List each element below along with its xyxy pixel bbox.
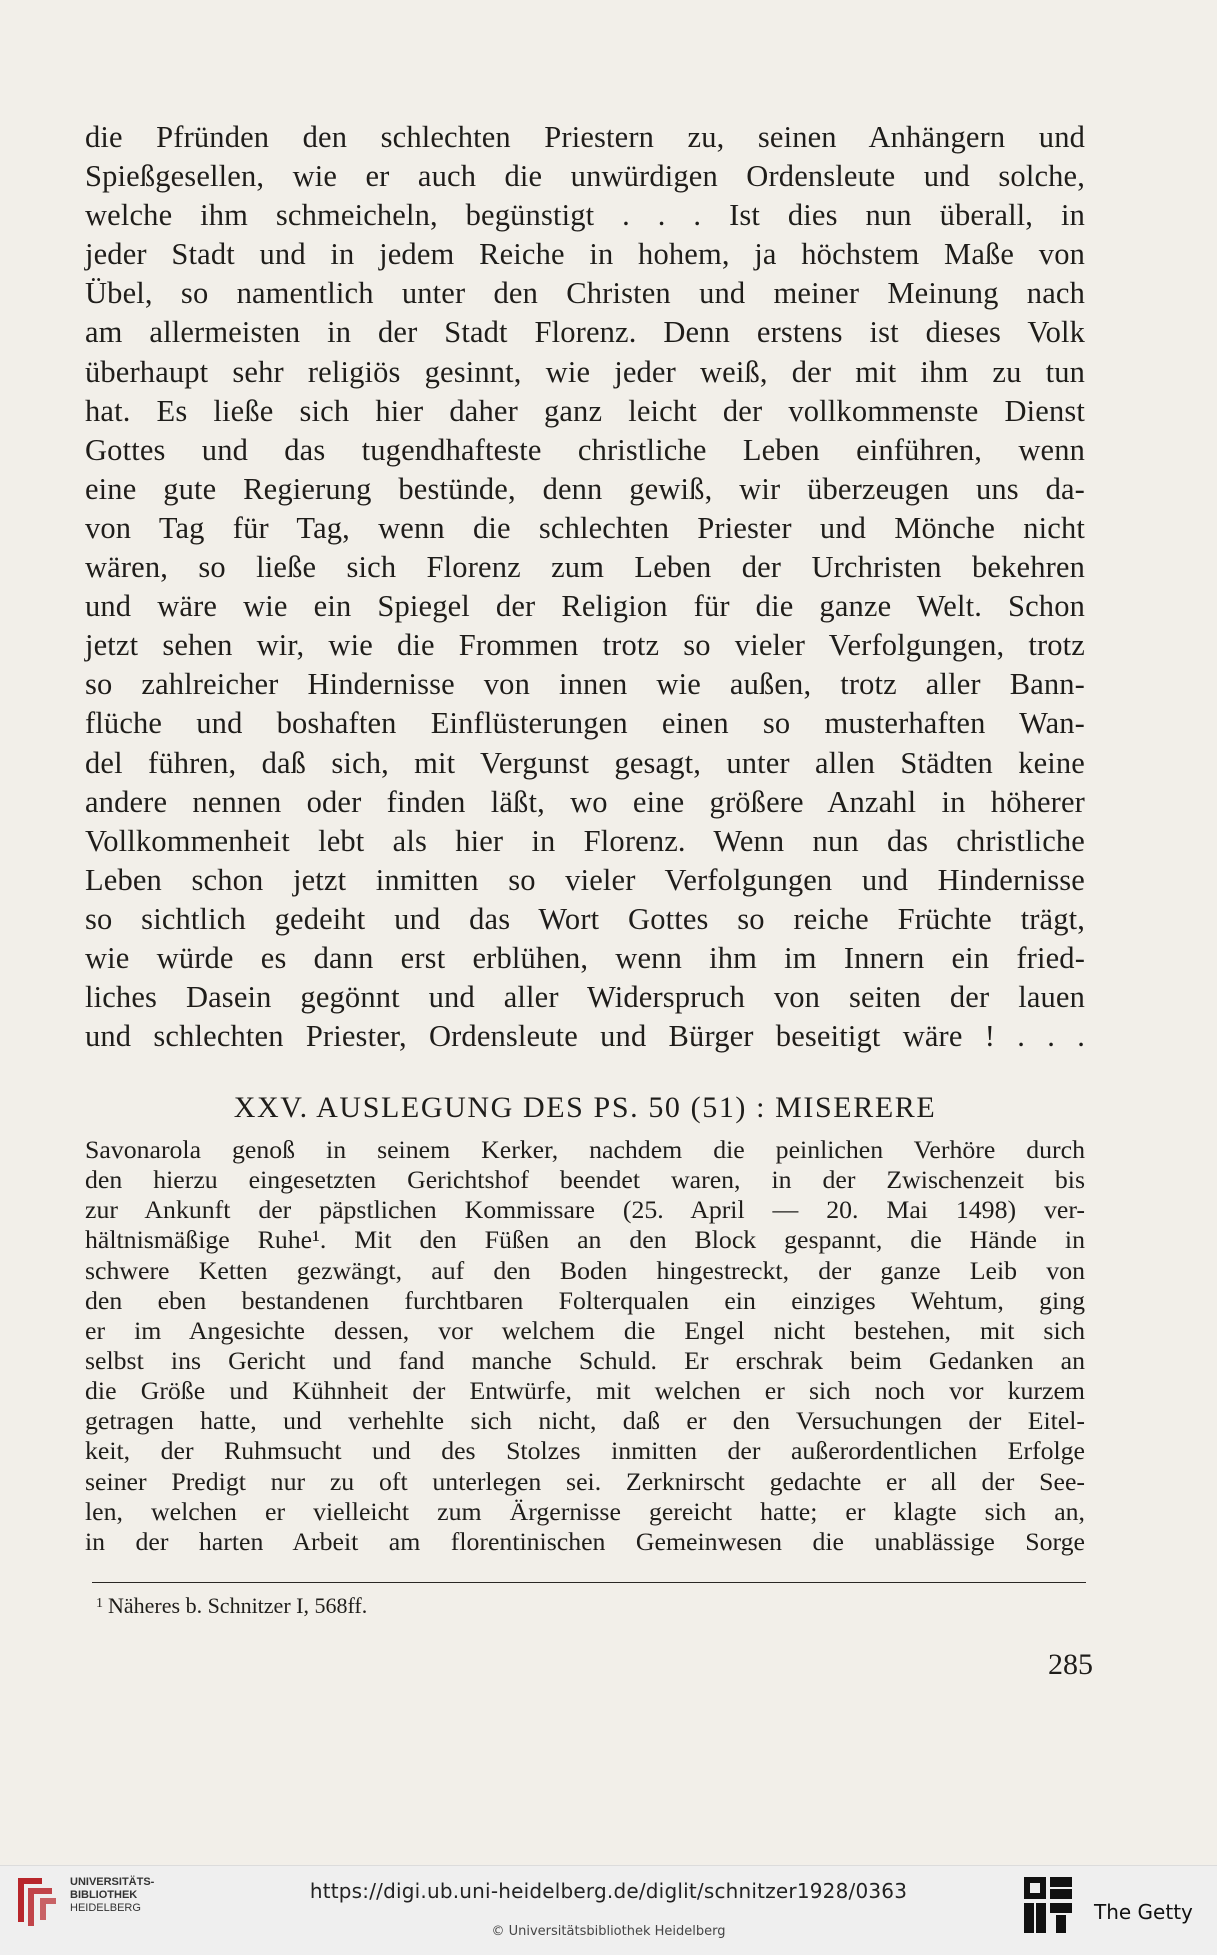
body-line: am allermeisten in der Stadt Florenz. Denn erstens ist dieses Volk: [85, 315, 1085, 350]
body-line: überhaupt sehr religiös gesinnt, wie jeder weiß, der mit ihm zu tun: [85, 354, 1085, 389]
intro-line: den eben bestandenen furchtbaren Folterqualen ein einziges Wehtum, ging: [85, 1285, 1085, 1315]
intro-line: getragen hatte, und verhehlte sich nicht, daß er den Versuchungen der Eitel-: [85, 1406, 1085, 1436]
intro-line: den hierzu eingesetzten Gerichtshof beendet waren, in der Zwischenzeit bis: [85, 1165, 1085, 1195]
body-line: und schlechten Priester, Ordensleute und Bürger beseitigt wäre ! . . .: [85, 1019, 1085, 1054]
body-line: hat. Es ließe sich hier daher ganz leicht der vollkommenste Dienst: [85, 393, 1085, 428]
body-line: welche ihm schmeicheln, begünstigt . . . Ist dies nun überall, in: [85, 198, 1085, 233]
body-line: del führen, daß sich, mit Vergunst gesagt, unter allen Städten keine: [85, 745, 1085, 780]
body-line: so zahlreicher Hindernisse von innen wie außen, trotz aller Bann-: [85, 667, 1085, 702]
intro-line: zur Ankunft der päpstlichen Kommissare (25. April — 20. Mai 1498) ver-: [85, 1195, 1085, 1225]
intro-line: die Größe und Kühnheit der Entwürfe, mit welchen er sich noch vor kurzem: [85, 1376, 1085, 1406]
footnote-mark: 1: [96, 1596, 103, 1611]
intro-line: er im Angesichte dessen, vor welchem die Engel nicht bestehen, mit sich: [85, 1315, 1085, 1345]
intro-line: selbst ins Gericht und fand manche Schuld. Er erschrak beim Gedanken an: [85, 1345, 1085, 1375]
source-url-link[interactable]: https://digi.ub.uni-heidelberg.de/diglit/schnitzer1928/0363: [309, 1879, 908, 1903]
body-line: und wäre wie ein Spiegel der Religion für die ganze Welt. Schon: [85, 589, 1085, 624]
body-line: jetzt sehen wir, wie die Frommen trotz so vieler Verfolgungen, trotz: [85, 628, 1085, 663]
intro-line: seiner Predigt nur zu oft unterlegen sei. Zerknirscht gedachte er all der See-: [85, 1466, 1085, 1496]
getty-logo-icon[interactable]: [1022, 1875, 1074, 1935]
body-line: die Pfründen den schlechten Priestern zu, seinen Anhängern und: [85, 120, 1085, 154]
library-name: UNIVERSITÄTS- BIBLIOTHEK HEIDELBERG: [70, 1876, 155, 1914]
body-line: flüche und boshaften Einflüsterungen einen so musterhaften Wan-: [85, 706, 1085, 741]
body-line: so sichtlich gedeiht und das Wort Gottes so reiche Früchte trägt,: [85, 901, 1085, 936]
body-line: Spießgesellen, wie er auch die unwürdigen Ordensleute und solche,: [85, 159, 1085, 194]
body-line: jeder Stadt und in jedem Reiche in hohem, ja höchstem Maße von: [85, 237, 1085, 272]
body-line: Leben schon jetzt inmitten so vieler Verfolgungen und Hindernisse: [85, 862, 1085, 897]
intro-line: Savonarola genoß in seinem Kerker, nachdem die peinlichen Verhöre durch: [85, 1135, 1085, 1164]
intro-line: len, welchen er vielleicht zum Ärgernisse gereicht hatte; er klagte sich an,: [85, 1496, 1085, 1526]
copyright-notice: © Universitätsbibliothek Heidelberg: [491, 1924, 726, 1939]
body-text: [85, 118, 1085, 1056]
footnote: [96, 1590, 367, 1620]
section-heading: XXV. AUSLEGUNG DES PS. 50 (51) : MISERERE: [233, 1091, 937, 1124]
intro-line: keit, der Ruhmsucht und des Stolzes inmitten der außerordentlichen Erfolge: [85, 1436, 1085, 1466]
footnote-text: Näheres b. Schnitzer I, 568ff.: [108, 1593, 368, 1618]
page-number: 285: [1048, 1648, 1093, 1681]
intro-text: [85, 1135, 1085, 1557]
intro-line: in der harten Arbeit am florentinischen Gemeinwesen die unablässige Sorge: [85, 1526, 1085, 1556]
body-line: eine gute Regierung bestünde, denn gewiß, wir überzeugen uns da-: [85, 471, 1085, 506]
body-line: liches Dasein gegönnt und aller Widerspruch von seiten der lauen: [85, 980, 1085, 1015]
partner-name: The Getty: [1094, 1900, 1193, 1924]
body-line: Gottes und das tugendhafteste christliche Leben einführen, wenn: [85, 432, 1085, 467]
body-line: von Tag für Tag, wenn die schlechten Priester und Mönche nicht: [85, 510, 1085, 545]
intro-line: schwere Ketten gezwängt, auf den Boden hingestreckt, der ganze Leib von: [85, 1255, 1085, 1285]
body-line: wie würde es dann erst erblühen, wenn ihm im Innern ein fried-: [85, 940, 1085, 975]
footnote-divider: [92, 1582, 1086, 1583]
body-line: wären, so ließe sich Florenz zum Leben der Urchristen bekehren: [85, 550, 1085, 585]
body-line: andere nennen oder finden läßt, wo eine größere Anzahl in höherer: [85, 784, 1085, 819]
body-line: Übel, so namentlich unter den Christen und meiner Meinung nach: [85, 276, 1085, 311]
intro-line: hältnismäßige Ruhe¹. Mit den Füßen an den Block gespannt, die Hände in: [85, 1225, 1085, 1255]
body-line: Vollkommenheit lebt als hier in Florenz. Wenn nun das christliche: [85, 823, 1085, 858]
